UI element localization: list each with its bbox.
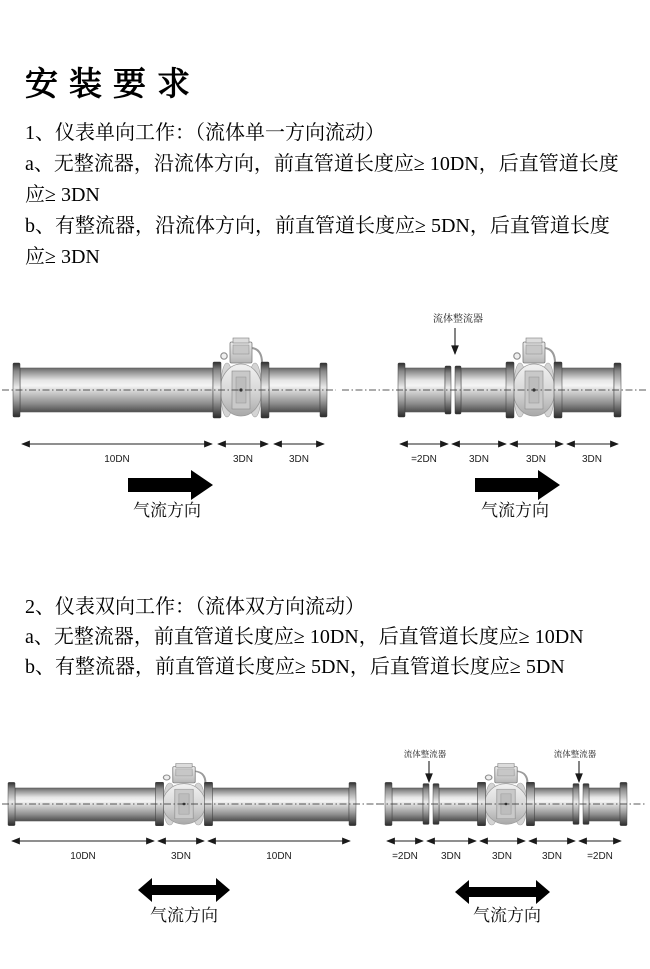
flow-arrow-bidirectional-icon [138, 878, 230, 902]
flow-meter [477, 763, 534, 825]
requirement-line: a、无整流器，沿流体方向，前直管道长度应≥ 10DN，后直管道长度 [25, 153, 619, 175]
requirement-line: 应≥ 3DN [25, 246, 100, 268]
flow-meter [213, 338, 269, 418]
dimension-label: 3DN [541, 851, 563, 862]
dimension-label: =2DN [411, 454, 437, 465]
requirement-line: b、有整流器，前直管道长度应≥ 5DN，后直管道长度应≥ 5DN [25, 656, 565, 678]
rectifier-label: 流体整流器 [433, 314, 483, 325]
dimension-label: =2DN [392, 851, 418, 862]
diagram-unidirectional-with-rectifier [340, 295, 650, 535]
diagram-bidirectional-no-rectifier [0, 725, 380, 969]
dimension-label: 3DN [288, 454, 310, 465]
dimension-label: 3DN [581, 454, 603, 465]
diagram-unidirectional-no-rectifier [0, 295, 340, 535]
diagram-bidirectional-with-rectifiers [375, 725, 650, 969]
dimension-label: 10DN [70, 851, 96, 862]
dimension-label: 3DN [232, 454, 254, 465]
dimension-label: 10DN [104, 454, 130, 465]
flow-direction-label: 气流方向 [133, 501, 201, 520]
dimension-label: 3DN [170, 851, 192, 862]
flow-direction-label: 气流方向 [481, 501, 549, 520]
flow-direction-label: 气流方向 [150, 906, 218, 925]
requirement-line: 应≥ 3DN [25, 184, 100, 206]
flow-arrow-icon [128, 470, 213, 500]
dimension-label: 3DN [468, 454, 490, 465]
rectifier-label: 流体整流器 [403, 749, 447, 759]
page-title: 安装要求 [25, 64, 201, 104]
rectifier-label: 流体整流器 [553, 749, 597, 759]
flow-direction-label: 气流方向 [473, 906, 541, 925]
flow-meter [155, 763, 212, 825]
dimension-label: =2DN [587, 851, 613, 862]
flow-arrow-icon [475, 470, 560, 500]
section-unidirectional [25, 118, 619, 273]
dimension-label: 10DN [266, 851, 292, 862]
section-heading: 2、仪表双向工作：（流体双方向流动） [25, 596, 365, 618]
requirement-line: a、无整流器，前直管道长度应≥ 10DN，后直管道长度应≥ 10DN [25, 626, 584, 648]
section-bidirectional [25, 592, 584, 682]
flow-arrow-bidirectional-icon [455, 880, 550, 904]
requirement-line: b、有整流器，沿流体方向，前直管道长度应≥ 5DN，后直管道长度 [25, 215, 610, 237]
dimension-label: 3DN [440, 851, 462, 862]
section-heading: 1、仪表单向工作：（流体单一方向流动） [25, 122, 385, 144]
dimension-label: 3DN [525, 454, 547, 465]
dimension-label: 3DN [491, 851, 513, 862]
flow-meter [506, 338, 562, 418]
